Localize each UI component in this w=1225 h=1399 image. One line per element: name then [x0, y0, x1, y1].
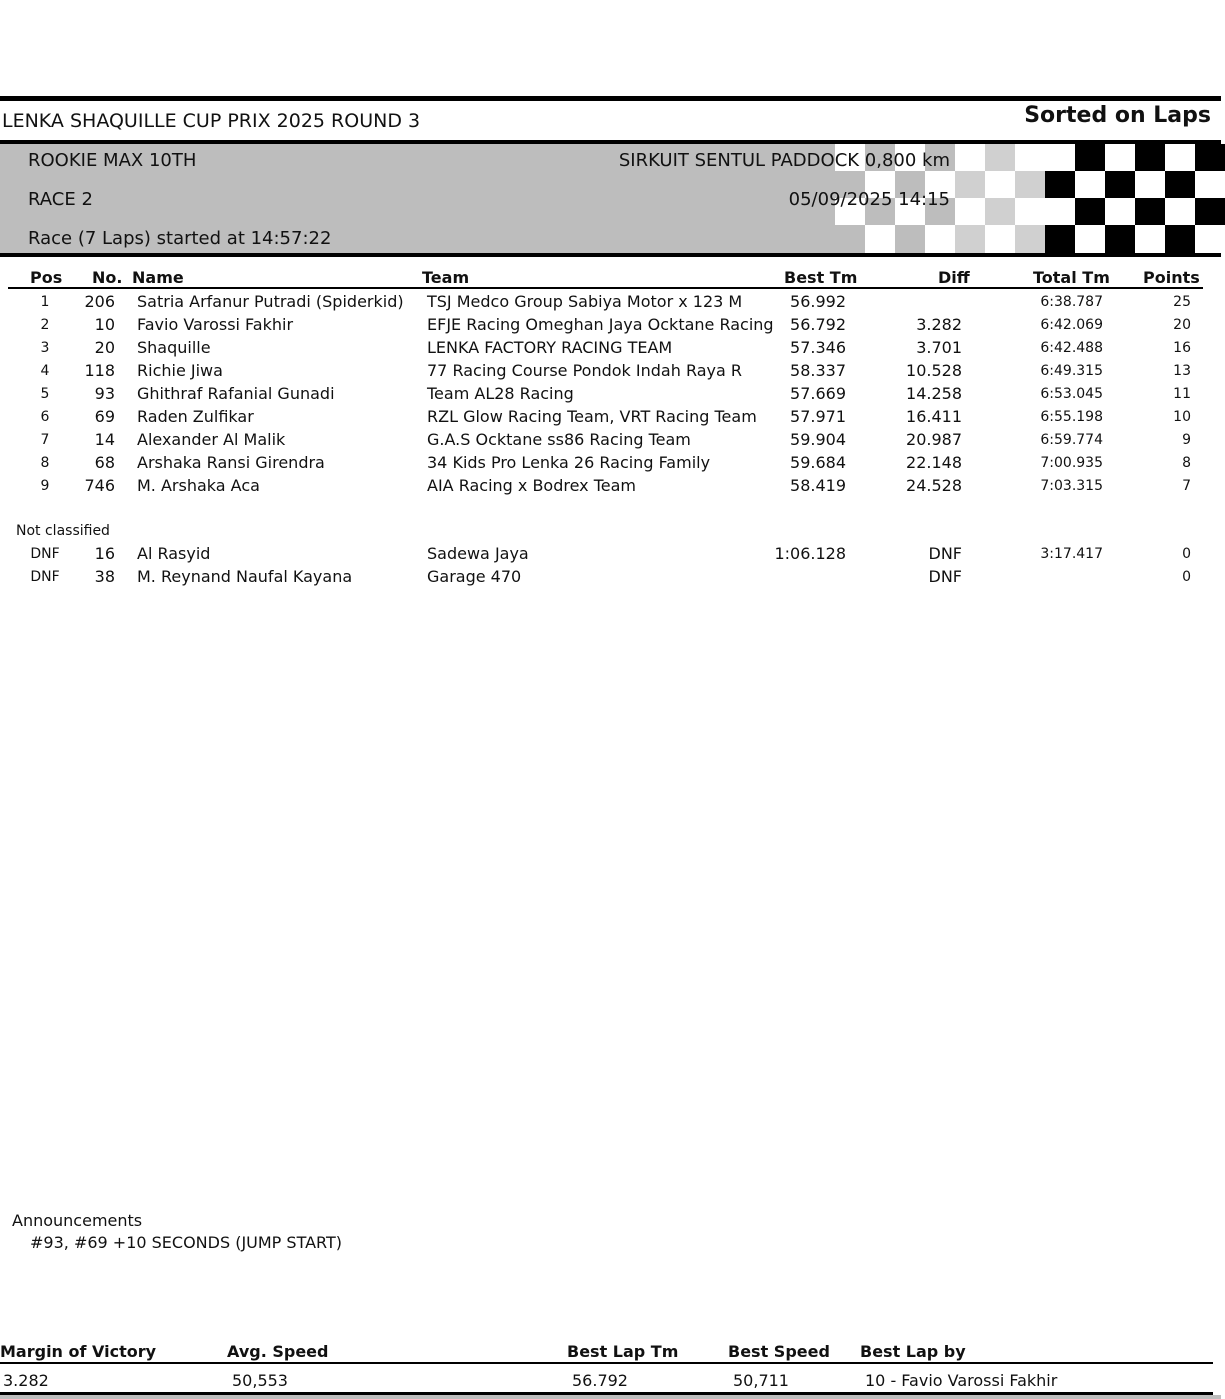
- col-header-total-tm: Total Tm: [1033, 268, 1110, 287]
- number-cell: 16: [94, 544, 115, 563]
- team-cell: TSJ Medco Group Sabiya Motor x 123 M: [427, 292, 743, 311]
- best-time-cell: 58.337: [790, 361, 846, 380]
- footer-label-best-lap-tm: Best Lap Tm: [567, 1342, 679, 1361]
- table-row: [0, 430, 1221, 453]
- total-time-cell: 6:53.045: [1040, 386, 1103, 402]
- col-header-diff: Diff: [938, 268, 970, 287]
- name-cell: Richie Jiwa: [137, 361, 223, 380]
- checker-cell: [1045, 171, 1075, 198]
- info-band: [0, 144, 1221, 253]
- best-time-cell: 56.992: [790, 292, 846, 311]
- team-cell: AIA Racing x Bodrex Team: [427, 476, 636, 495]
- table-row: [0, 384, 1221, 407]
- footer-value-avg-speed: 50,553: [232, 1371, 288, 1390]
- checker-cell: [1105, 225, 1135, 253]
- checker-cell: [985, 144, 1015, 171]
- checker-cell: [1195, 171, 1225, 198]
- checker-cell: [1165, 225, 1195, 253]
- checker-cell: [955, 171, 985, 198]
- checker-cell: [925, 225, 955, 253]
- checker-cell: [1105, 171, 1135, 198]
- pos-cell: 4: [40, 363, 50, 379]
- checker-cell: [1045, 198, 1075, 225]
- name-cell: Arshaka Ransi Girendra: [137, 453, 325, 472]
- event-title: LENKA SHAQUILLE CUP PRIX 2025 ROUND 3: [2, 110, 421, 132]
- points-cell: 7: [1182, 478, 1191, 494]
- announcements-label: Announcements: [12, 1211, 143, 1230]
- number-cell: 20: [94, 338, 115, 357]
- diff-cell: DNF: [928, 544, 962, 563]
- diff-cell: DNF: [928, 567, 962, 586]
- table-row: [0, 453, 1221, 476]
- footer-label-best-lap-by: Best Lap by: [860, 1342, 966, 1361]
- diff-cell: 10.528: [906, 361, 962, 380]
- table-row: [0, 292, 1221, 315]
- pos-cell: 5: [40, 386, 50, 402]
- number-cell: 14: [94, 430, 115, 449]
- checker-cell: [1075, 171, 1105, 198]
- footer-label-avg-speed: Avg. Speed: [227, 1342, 329, 1361]
- checker-cell: [835, 225, 865, 253]
- col-header-pos: Pos: [30, 268, 63, 287]
- band-bottom-rule: [0, 253, 1221, 257]
- number-cell: 68: [94, 453, 115, 472]
- number-cell: 69: [94, 407, 115, 426]
- checker-cell: [1015, 225, 1045, 253]
- checker-cell: [1135, 225, 1165, 253]
- checker-cell: [1135, 144, 1165, 171]
- checker-cell: [1135, 198, 1165, 225]
- total-time-cell: 6:38.787: [1040, 294, 1103, 310]
- diff-cell: 24.528: [906, 476, 962, 495]
- best-time-cell: 58.419: [790, 476, 846, 495]
- checker-cell: [1135, 171, 1165, 198]
- top-rule: [0, 96, 1221, 101]
- total-time-cell: 6:59.774: [1040, 432, 1103, 448]
- points-cell: 13: [1173, 363, 1191, 379]
- team-cell: 77 Racing Course Pondok Indah Raya R: [427, 361, 742, 380]
- table-row: [0, 338, 1221, 361]
- footer-value-best-speed: 50,711: [733, 1371, 789, 1390]
- col-header-team: Team: [422, 268, 470, 287]
- points-cell: 0: [1182, 569, 1191, 585]
- col-header-points: Points: [1143, 268, 1200, 287]
- team-cell: EFJE Racing Omeghan Jaya Ocktane Racing: [427, 315, 774, 334]
- number-cell: 10: [94, 315, 115, 334]
- name-cell: Satria Arfanur Putradi (Spiderkid): [137, 292, 404, 311]
- diff-cell: 16.411: [906, 407, 962, 426]
- best-time-cell: 59.684: [790, 453, 846, 472]
- points-cell: 10: [1173, 409, 1191, 425]
- checker-cell: [955, 144, 985, 171]
- diff-cell: 20.987: [906, 430, 962, 449]
- table-row: [0, 407, 1221, 430]
- col-header-no: No.: [92, 268, 123, 287]
- footer-rule: [0, 1362, 1213, 1364]
- points-cell: 0: [1182, 546, 1191, 562]
- team-cell: 34 Kids Pro Lenka 26 Racing Family: [427, 453, 711, 472]
- checker-cell: [1195, 225, 1225, 253]
- team-cell: Sadewa Jaya: [427, 544, 529, 563]
- checker-cell: [1195, 198, 1225, 225]
- checker-cell: [1015, 171, 1045, 198]
- checker-cell: [865, 225, 895, 253]
- pos-cell: 9: [40, 478, 50, 494]
- name-cell: Shaquille: [137, 338, 211, 357]
- race-datetime: 05/09/2025 14:15: [788, 189, 950, 210]
- col-header-best-tm: Best Tm: [784, 268, 858, 287]
- name-cell: M. Reynand Naufal Kayana: [137, 567, 353, 586]
- checker-cell: [1165, 144, 1195, 171]
- checker-cell: [1075, 144, 1105, 171]
- checker-cell: [1015, 198, 1045, 225]
- points-cell: 25: [1173, 294, 1191, 310]
- not-classified-label: Not classified: [16, 523, 110, 539]
- best-time-cell: 57.346: [790, 338, 846, 357]
- checker-cell: [1165, 198, 1195, 225]
- checker-cell: [1045, 144, 1075, 171]
- table-row: [0, 361, 1221, 384]
- total-time-cell: 6:55.198: [1040, 409, 1103, 425]
- header-rule: [8, 287, 1203, 289]
- sort-label: Sorted on Laps: [1024, 103, 1211, 128]
- checker-cell: [895, 225, 925, 253]
- name-cell: Al Rasyid: [137, 544, 211, 563]
- footer-value-margin: 3.282: [3, 1371, 49, 1390]
- name-cell: Favio Varossi Fakhir: [137, 315, 294, 334]
- name-cell: Alexander Al Malik: [137, 430, 286, 449]
- pos-cell: 7: [40, 432, 50, 448]
- points-cell: 8: [1182, 455, 1191, 471]
- best-time-cell: 57.669: [790, 384, 846, 403]
- best-time-cell: 1:06.128: [774, 544, 846, 563]
- pos-cell: 8: [40, 455, 50, 471]
- best-time-cell: 57.971: [790, 407, 846, 426]
- number-cell: 746: [84, 476, 115, 495]
- team-cell: G.A.S Ocktane ss86 Racing Team: [427, 430, 691, 449]
- number-cell: 206: [84, 292, 115, 311]
- footer-band: [0, 1395, 1221, 1399]
- pos-cell: 2: [40, 317, 50, 333]
- total-time-cell: 6:42.488: [1040, 340, 1103, 356]
- diff-cell: 22.148: [906, 453, 962, 472]
- checker-cell: [1075, 198, 1105, 225]
- footer-label-margin: Margin of Victory: [0, 1342, 157, 1361]
- race-name: RACE 2: [28, 189, 93, 210]
- team-cell: Garage 470: [427, 567, 522, 586]
- class-name: ROOKIE MAX 10TH: [28, 150, 197, 171]
- number-cell: 118: [84, 361, 115, 380]
- table-row: [0, 476, 1221, 499]
- table-row: [0, 315, 1221, 338]
- best-time-cell: 56.792: [790, 315, 846, 334]
- total-time-cell: 3:17.417: [1040, 546, 1103, 562]
- number-cell: 93: [94, 384, 115, 403]
- checker-cell: [1165, 171, 1195, 198]
- checker-cell: [955, 198, 985, 225]
- checker-cell: [955, 225, 985, 253]
- diff-cell: 3.282: [916, 315, 962, 334]
- total-time-cell: 7:03.315: [1040, 478, 1103, 494]
- name-cell: M. Arshaka Aca: [137, 476, 260, 495]
- footer-label-best-speed: Best Speed: [728, 1342, 830, 1361]
- checker-cell: [805, 225, 835, 253]
- pos-cell: DNF: [30, 546, 60, 562]
- circuit-name: SIRKUIT SENTUL PADDOCK 0,800 km: [618, 150, 950, 171]
- checker-cell: [985, 171, 1015, 198]
- checker-cell: [1075, 225, 1105, 253]
- checker-cell: [1105, 144, 1135, 171]
- footer-value-best-lap-by: 10 - Favio Varossi Fakhir: [865, 1371, 1058, 1390]
- footer-value-best-lap-tm: 56.792: [572, 1371, 628, 1390]
- col-header-name: Name: [132, 268, 184, 287]
- diff-cell: 3.701: [916, 338, 962, 357]
- checker-cell: [985, 225, 1015, 253]
- announcement-text: #93, #69 +10 SECONDS (JUMP START): [30, 1233, 343, 1252]
- best-time-cell: 59.904: [790, 430, 846, 449]
- points-cell: 11: [1173, 386, 1191, 402]
- diff-cell: 14.258: [906, 384, 962, 403]
- pos-cell: 6: [40, 409, 50, 425]
- name-cell: Ghithraf Rafanial Gunadi: [137, 384, 335, 403]
- pos-cell: DNF: [30, 569, 60, 585]
- table-row: [0, 567, 1221, 590]
- pos-cell: 3: [40, 340, 50, 356]
- pos-cell: 1: [40, 294, 50, 310]
- team-cell: LENKA FACTORY RACING TEAM: [427, 338, 673, 357]
- checker-cell: [775, 225, 805, 253]
- total-time-cell: 6:42.069: [1040, 317, 1103, 333]
- points-cell: 9: [1182, 432, 1191, 448]
- table-row: [0, 544, 1221, 567]
- race-info: Race (7 Laps) started at 14:57:22: [28, 228, 332, 249]
- total-time-cell: 7:00.935: [1040, 455, 1103, 471]
- points-cell: 20: [1173, 317, 1191, 333]
- points-cell: 16: [1173, 340, 1191, 356]
- number-cell: 38: [94, 567, 115, 586]
- checker-cell: [1045, 225, 1075, 253]
- checker-cell: [1195, 144, 1225, 171]
- checker-cell: [985, 198, 1015, 225]
- team-cell: Team AL28 Racing: [427, 384, 574, 403]
- team-cell: RZL Glow Racing Team, VRT Racing Team: [427, 407, 757, 426]
- name-cell: Raden Zulfikar: [137, 407, 254, 426]
- checker-cell: [1015, 144, 1045, 171]
- checker-cell: [1105, 198, 1135, 225]
- total-time-cell: 6:49.315: [1040, 363, 1103, 379]
